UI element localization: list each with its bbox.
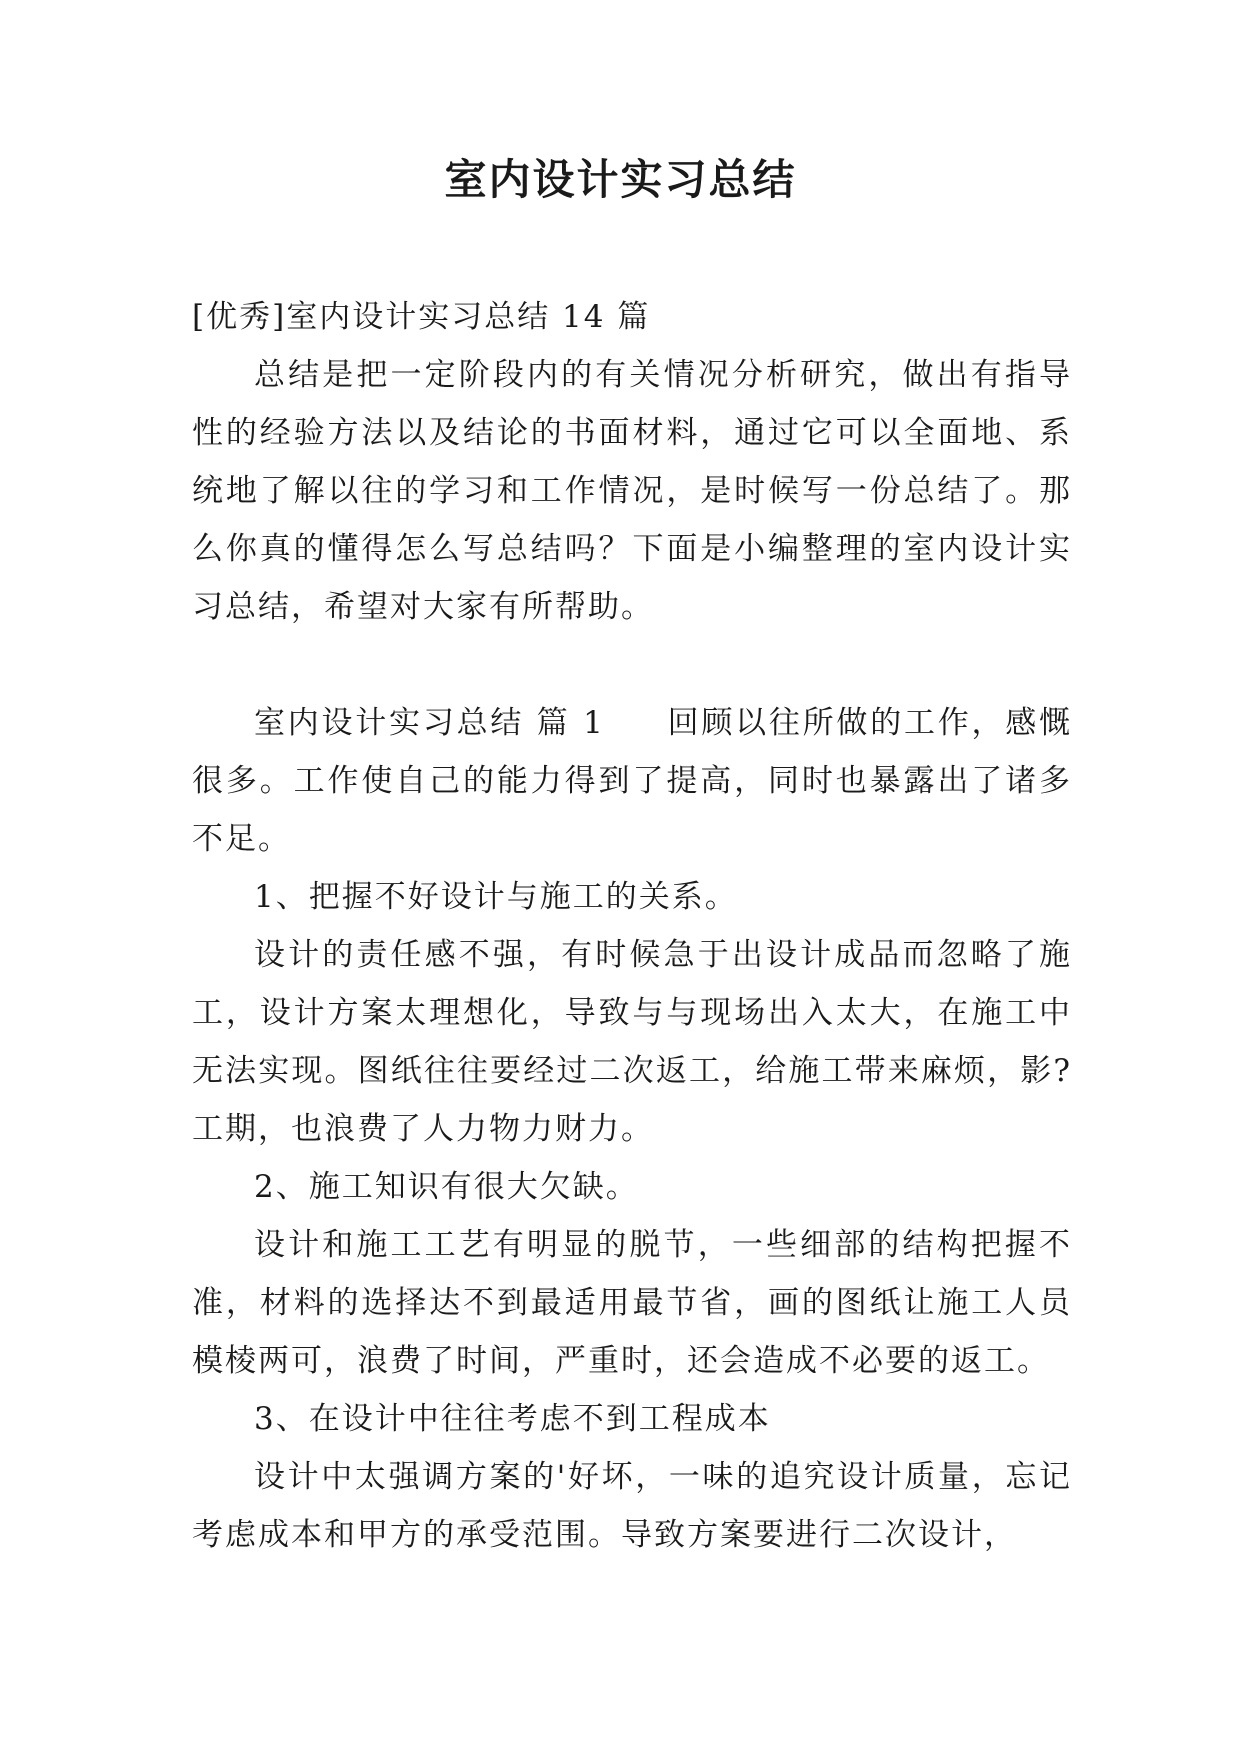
item-2-title: 2、施工知识有很大欠缺。 [254,1169,639,1205]
section-1-text: 回顾以往所做的工作，感慨很多。工作使自己的能力得到了提高，同时也暴露出了诸多不足。 [192,705,1073,857]
item-1-title: 1、把握不好设计与施工的关系。 [254,879,738,915]
intro-paragraph: 总结是把一定阶段内的有关情况分析研究，做出有指导性的经验方法以及结论的书面材料，通过它可以全面地、系统地了解以往的学习和工作情况，是时候写一份总结了。那么你真的懂得怎么写总结吗？下面是小编整理的室内设计实习总结，希望对大家有所帮助。 [192,357,1072,625]
section-1-heading: 室内设计实习总结 篇 1 [254,705,605,741]
document-title: 室内设计实习总结 [444,155,797,204]
item-2-text: 设计和施工工艺有明显的脱节，一些细部的结构把握不准，材料的选择达不到最适用最节省，画的图纸让施工人员模棱两可，浪费了时间，严重时，还会造成不必要的返工。 [192,1227,1072,1379]
item-1-text: 设计的责任感不强，有时候急于出设计成品而忽略了施工，设计方案太理想化，导致与与现场出入太大，在施工中无法实现。图纸往往要经过二次返工，给施工带来麻烦，影?工期，也浪费了人力物力财力。 [192,937,1072,1147]
document-body [192,288,1072,1564]
item-3-text: 设计中太强调方案的'好坏，一味的追究设计质量，忘记考虑成本和甲方的承受范围。导致方案要进行二次设计， [192,1459,1072,1553]
section-1-paragraph [192,694,1072,868]
document-subtitle: [优秀]室内设计实习总结 14 篇 [192,299,651,335]
paragraph-gap [192,636,1072,694]
item-3-title: 3、在设计中往往考虑不到工程成本 [254,1401,771,1437]
